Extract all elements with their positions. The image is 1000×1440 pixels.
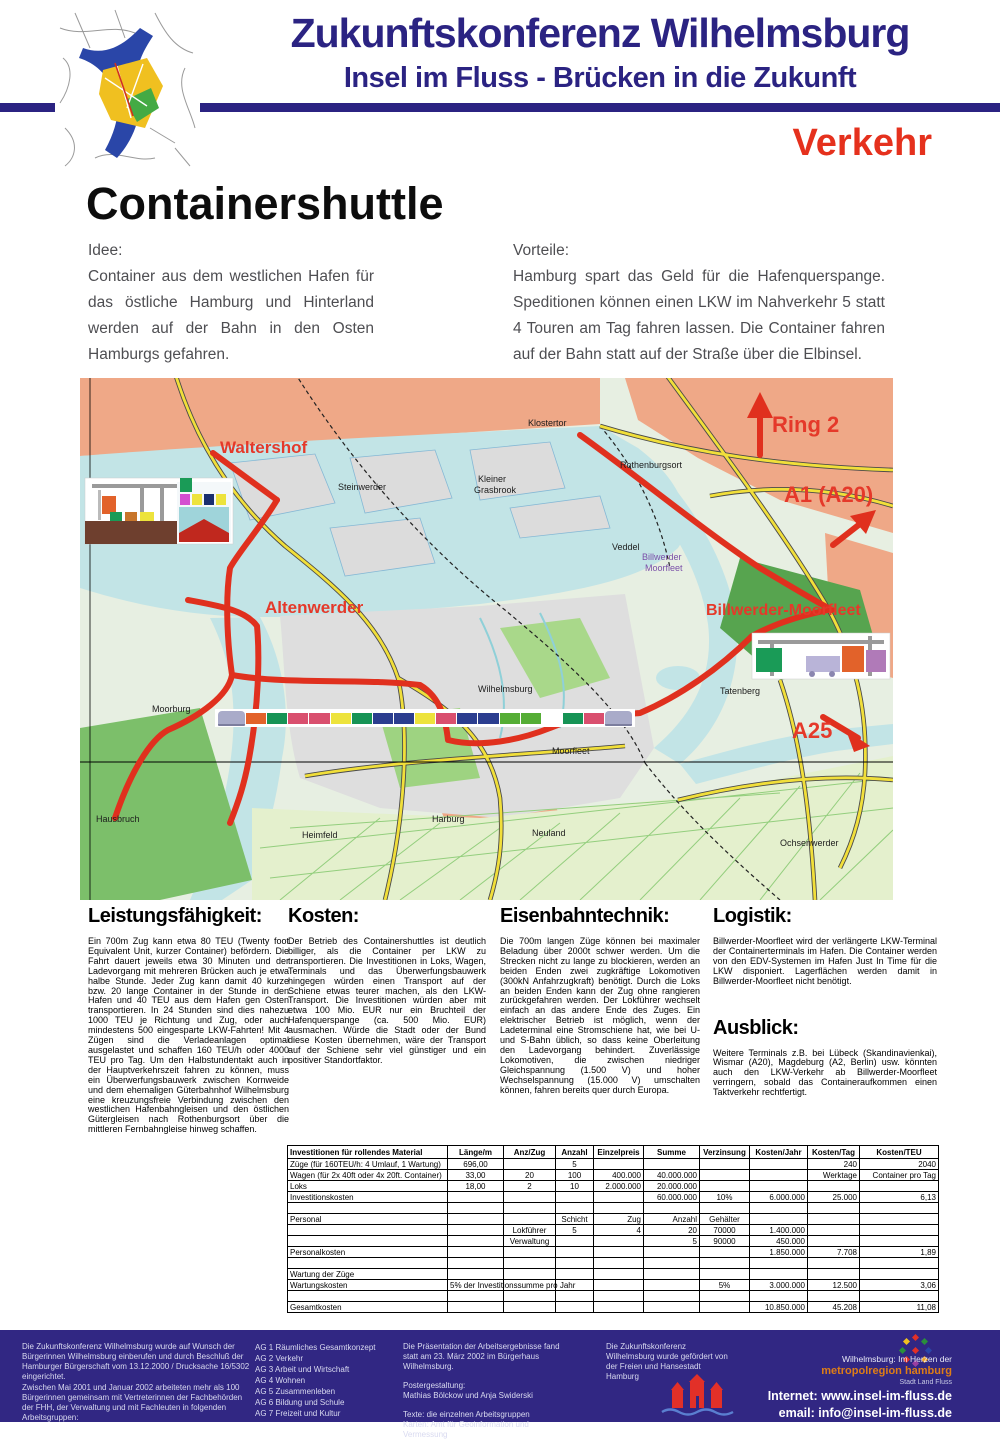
section-logistik-ausblick [713,905,937,1098]
container-wagon [331,713,351,724]
table-cell: Personal [288,1214,448,1225]
table-cell: 400.000 [594,1170,644,1181]
idee-block [88,238,374,368]
email-label: email: [778,1406,815,1420]
map-route-label: Altenwerder [265,598,364,617]
table-cell: 2040 [860,1159,939,1170]
map-place-label: Hausbruch [96,814,140,824]
table-cell [860,1269,939,1280]
table-cell [860,1181,939,1192]
footer-presentation: Die Präsentation der Arbeitsergebnisse fand statt am 23. März 2002 im Bürgerhaus Wilhelmsburg. [403,1342,560,1371]
vorteile-heading: Vorteile: [513,242,570,259]
map-place-label: Klostertor [528,418,567,428]
locomotive [218,711,245,726]
map-place-label: Billwerder [642,552,682,562]
map-place-label: Harburg [432,814,465,824]
table-cell: 2 [504,1181,556,1192]
footer-funding: Die Zukunftskonferenz Wilhelmsburg wurde gefördert von der Freien und Hansestadt Hamburg [606,1342,728,1381]
table-cell [594,1159,644,1170]
section-heading: Kosten: [288,905,359,927]
table-header-cell: Einzelpreis [594,1146,644,1159]
ag-list-item: AG 3 Arbeit und Wirtschaft [255,1365,350,1374]
table-cell [860,1291,939,1302]
table-cell [644,1159,700,1170]
table-cell [700,1203,750,1214]
container-wagon [500,713,520,724]
idee-heading: Idee: [88,242,123,259]
map-place-label: Neuland [532,828,566,838]
footer-karten: Karten: Amt für Geoinformation und Vermessung [403,1420,529,1439]
section-eisenbahntechnik [500,905,700,1096]
table-cell: Züge (für 160TEU/h: 4 Umlauf, 1 Wartung) [288,1159,448,1170]
table-cell [750,1159,808,1170]
map-route-label: Billwerder-Moorfleet [706,602,861,619]
map-place-label: Wilhelmsburg [478,684,533,694]
table-cell: 1.400.000 [750,1225,808,1236]
table-cell: 5% [700,1280,750,1291]
container-wagon [478,713,498,724]
table-cell: 5 [556,1159,594,1170]
ag-list-item: AG 5 Zusammenleben [255,1387,336,1396]
table-cell [556,1258,594,1269]
table-cell: Personalkosten [288,1247,448,1258]
table-cell: Gehälter [700,1214,750,1225]
footer-poster-names: Mathias Bölckow und Anja Swiderski [403,1391,533,1400]
table-cell [594,1247,644,1258]
table-cell: 60.000.000 [644,1192,700,1203]
section-heading: Logistik: [713,905,792,927]
table-cell [594,1280,644,1291]
idee-text: Container aus dem westlichen Hafen für das östliche Hamburg und Hinterland werden auf der Bahn in den Osten Hamburgs gefahren. [88,268,374,363]
table-cell: Verwaltung [504,1236,556,1247]
map-route-label: A25 [792,718,833,743]
container-wagon [457,713,477,724]
table-cell [700,1181,750,1192]
table-cell [594,1192,644,1203]
table-cell: Werktage [808,1170,860,1181]
container-wagon [542,713,562,724]
footer [0,1330,1000,1439]
wilhelmsburg-map-logo [55,8,200,170]
table-row [288,1170,939,1181]
container-wagon [352,713,372,724]
table-cell: Gesamtkosten [288,1302,448,1313]
table-cell [556,1302,594,1313]
cost-table-body [288,1159,939,1313]
vorteile-block [513,238,885,368]
map-place-label: Moorburg [152,704,191,714]
map-route-label: Ring 2 [772,412,840,437]
table-cell [504,1269,556,1280]
table-cell [750,1269,808,1280]
table-cell: 100 [556,1170,594,1181]
table-cell: 240 [808,1159,860,1170]
table-cell [448,1225,504,1236]
footer-about-text1: Die Zukunftskonferenz Wilhelmsburg wurde auf Wunsch der Bürgerinnen Wilhelmsburg einberufen und durch Beschluß der Hamburger Bürgerschaft vom 13.12.2000 / Drucksache 16/5302 eingerichtet. [22,1342,250,1381]
table-cell [448,1302,504,1313]
container-wagon [309,713,329,724]
table-cell [808,1258,860,1269]
table-cell [556,1269,594,1280]
table-header-cell: Verzinsung [700,1146,750,1159]
table-row [288,1258,939,1269]
table-cell [448,1214,504,1225]
table-cell [288,1291,448,1302]
map-place-label: Ochsenwerder [780,838,839,848]
table-cell: 33,00 [448,1170,504,1181]
table-cell [556,1203,594,1214]
table-cell [288,1203,448,1214]
map-place-label: Kleiner [478,474,507,484]
map-label-layer [80,378,893,900]
internet-line [768,1389,952,1403]
table-cell [808,1236,860,1247]
table-cell: Schicht [556,1214,594,1225]
table-cell [448,1192,504,1203]
map-place-label: Moorfleet [645,563,683,573]
container-wagon [521,713,541,724]
table-cell: 5 [556,1225,594,1236]
table-cell [594,1302,644,1313]
table-cell: 7.708 [808,1247,860,1258]
table-cell [448,1258,504,1269]
table-cell [860,1203,939,1214]
table-cell: 12.500 [808,1280,860,1291]
table-cell [448,1247,504,1258]
table-cell [556,1247,594,1258]
table-header-cell: Anz/Zug [504,1146,556,1159]
table-cell: Container pro Tag [860,1170,939,1181]
table-cell [808,1214,860,1225]
hamburg-castle-logo [660,1374,736,1420]
internet-link[interactable]: www.insel-im-fluss.de [821,1389,952,1403]
table-cell [700,1291,750,1302]
section-leistungsfaehigkeit [88,905,289,1135]
table-cell: 70000 [700,1225,750,1236]
table-cell [594,1269,644,1280]
footer-about-text2: Zwischen Mai 2001 und Januar 2002 arbeiteten mehr als 100 Bürgerinnen gemeinsam mit Vertreterinnen der Fachbehörden der FHH, der Verwaltung und mit Fachleuten in folgenden Arbeitsgruppen: [22,1383,243,1422]
section-body: Der Betrieb des Containershuttles ist deutlich billiger, als die Container per LKW zu transportieren. Die Investitionen in Loks, Wagen, Terminals und das Überwerfungsbauwerk hingegen würden einen Transport auf der Schiene etwas teurer machen, als den LKW-Transport. Die Investitionen würden aber mit etwa 100 Mio. EUR nur ein Bruchteil der Hafenquerspange (ca. 500 Mio. EUR) ausmachen. Würde die Stadt oder der Bund diese Kosten übernehmen, wäre der Transport auf der Schiene sehr viel günstiger und ein positiver Standortfaktor. [288,936,486,1065]
table-row [288,1203,939,1214]
table-cell [288,1258,448,1269]
map-place-label: Moorfleet [552,746,590,756]
table-cell [556,1236,594,1247]
table-cell [644,1269,700,1280]
table-cell [448,1236,504,1247]
ag-list-item: AG 2 Verkehr [255,1354,304,1363]
internet-label: Internet: [767,1389,818,1403]
footer-tagline1: Wilhelmsburg: Im Herzen der [841,1354,952,1364]
container-wagon [415,713,435,724]
table-cell [504,1247,556,1258]
table-cell: Wagen (für 2x 40ft oder 4x 20ft. Container) [288,1170,448,1181]
table-row [288,1225,939,1236]
table-row [288,1159,939,1170]
table-row [288,1269,939,1280]
table-cell [644,1258,700,1269]
table-cell [750,1181,808,1192]
table-header-cell: Kosten/TEU [860,1146,939,1159]
table-cell: 4 [594,1225,644,1236]
table-cell [808,1269,860,1280]
table-cell [504,1192,556,1203]
ag-list-item: AG 7 Freizeit und Kultur [255,1409,341,1418]
table-cell [594,1203,644,1214]
table-cell: 450.000 [750,1236,808,1247]
container-wagon [267,713,287,724]
table-cell [860,1258,939,1269]
table-cell: 3,06 [860,1280,939,1291]
container-wagon [584,713,604,724]
section-body: Die 700m langen Züge können bei maximaler Beladung über 2000t schwer werden. Um die Strecken nicht zu lange zu blockieren, werden an beiden Enden zwei zugkräftige Lokomotiven (300kN Anfahrzugkraft) benötigt. Durch die Loks an beiden Enden kann der Zug ohne rangieren zurückgefahren werden. Der Lokführer wechselt einfach an das andere Ende des Zuges. Ein elektrischer Betrieb ist möglich, wenn der Ladeterminal eine Stromschiene hat, wie bei U- und S-Bahn üblich, so dass keine Oberleitung den Ladevorgang behindert. Zuverlässige Lokomotiven, die zwischen niedriger Gleichspannung (1.500 V) und hoher Wechselspannung (15.000 V) umschalten können, fahren bereits quer durch Europa. [500,936,700,1095]
table-cell: Lokführer [504,1225,556,1236]
table-cell [750,1258,808,1269]
section-logistik [713,905,937,987]
table-cell [700,1159,750,1170]
table-cell: Zug [594,1214,644,1225]
section-heading: Ausblick: [713,1016,799,1039]
table-cell [448,1269,504,1280]
table-cell: 45.208 [808,1302,860,1313]
section-body: Ein 700m Zug kann etwa 80 TEU (Twenty foot Equivalent Unit, kurzer Container) befördern. Die Fahrt dauert jeweils etwa 30 Minuten und der Ladevorgang mit mehreren Brücken auch je etwa halbe Stunde. Jeder Zug kann damit 40 kurze bzw. 20 lange Container in der Stunde in den Hafen und 40 TEU aus dem Hafen gen Osten transportieren. In 24 Stunden sind dies nahezu 1000 TEU je Richtung und Zug, oder auch mindestens 500 eingesparte LKW-Fahrten! Mit 4 Zügen sind die Verladeanlagen optimal ausgelastet und schaffen 160 TEU/h oder 4000 TEU pro Tag. Um den Halbstundentakt auch in der Hauptverkehrszeit fahren zu können, muss ein Überwerfungsbauwerk zwischen Kornweide und dem ehemaligen Güterbahnhof Wilhelmsburg eine kreuzungsfreie Verbindung zwischen den westlichen Hafenbahngleisen und den östlichen Gütergleisen nach Rothenburgsort über die mittleren Fernbahngleise hinweg schaffen. [88,936,289,1135]
table-cell [750,1170,808,1181]
footer-texte: Texte: die einzelnen Arbeitsgruppen [403,1410,530,1419]
table-cell: 5% der Investitionssumme pro Jahr [448,1280,504,1291]
footer-contact [768,1354,952,1420]
section-ausblick [713,1017,937,1099]
table-cell: 5 [644,1236,700,1247]
container-wagon [246,713,266,724]
table-cell: 6.000.000 [750,1192,808,1203]
table-cell [750,1291,808,1302]
table-cell [556,1291,594,1302]
table-header-cell: Summe [644,1146,700,1159]
locomotive [605,711,632,726]
table-cell [750,1203,808,1214]
table-cell [504,1159,556,1170]
table-cell [644,1280,700,1291]
table-cell [448,1203,504,1214]
table-cell [860,1214,939,1225]
table-header-cell: Kosten/Tag [808,1146,860,1159]
map-place-label: Steinwerder [338,482,387,492]
ag-list-item: AG 6 Bildung und Schule [255,1398,345,1407]
table-cell: 20 [644,1225,700,1236]
email-link[interactable]: info@insel-im-fluss.de [818,1406,952,1420]
table-cell: 10 [556,1181,594,1192]
table-cell [750,1214,808,1225]
table-cell: Anzahl [644,1214,700,1225]
table-cell [504,1258,556,1269]
ag-list [255,1342,400,1419]
section-body: Weitere Terminals z.B. bei Lübeck (Skandinavienkai), Wismar (A20), Magdeburg (A2, Berlin) usw. könnten auch den LKW-Verkehr ab Billwerder-Moorfleet verringern, sobald das Containeraufkommen einen Taktverkehr rechtfertigt. [713,1047,937,1098]
table-cell: Loks [288,1181,448,1192]
map-route-label: A1 (A20) [784,482,874,507]
category-label: Verkehr [792,122,932,164]
map-place-label: Veddel [612,542,640,552]
map-place-label: Grasbrook [474,485,517,495]
poster-title: Zukunftskonferenz Wilhelmsburg [290,10,910,56]
table-cell [504,1214,556,1225]
ag-list-item: AG 1 Räumliches Gesamtkonzept [255,1343,376,1352]
map-route-label: Waltershof [220,438,308,457]
ag-list-item: AG 4 Wohnen [255,1376,306,1385]
train-strip [215,709,635,727]
container-wagon [394,713,414,724]
table-cell [808,1181,860,1192]
table-cell [808,1203,860,1214]
footer-tagline3: Stadt Land Fluss [899,1379,952,1386]
container-wagon [436,713,456,724]
table-cell [594,1236,644,1247]
table-row [288,1214,939,1225]
table-header-cell: Länge/m [448,1146,504,1159]
table-cell [504,1291,556,1302]
table-cell [594,1291,644,1302]
footer-ag-list [255,1342,400,1419]
page-title: Containershuttle [86,178,444,229]
table-header-cell: Investitionen für rollendes Material [288,1146,448,1159]
table-row [288,1181,939,1192]
map-place-label: Heimfeld [302,830,338,840]
container-wagon [563,713,583,724]
table-cell [860,1236,939,1247]
table-cell [644,1302,700,1313]
table-cell: 10% [700,1192,750,1203]
cost-table-head [288,1146,939,1159]
table-cell: 10.850.000 [750,1302,808,1313]
vorteile-text: Hamburg spart das Geld für die Hafenquerspange. Speditionen können einen LKW im Nahverkehr 5 statt 4 Touren am Tag fahren lassen. Die Container fahren auf der Bahn statt auf der Straße über die Elbinsel. [513,268,885,363]
table-row [288,1192,939,1203]
table-cell: 40.000.000 [644,1170,700,1181]
footer-about [22,1342,250,1423]
table-cell: 2.000.000 [594,1181,644,1192]
poster-subtitle: Insel im Fluss - Brücken in die Zukunft [343,62,857,94]
table-cell [644,1203,700,1214]
section-body: Billwerder-Moorfleet wird der verlängerte LKW-Terminal der Containerterminals im Hafen. Die Container werden von den EDV-Systemen im Hafen Just In Time für die LKW disponiert. Lagerflächen werden damit in Billwerder-Moorfleet nicht benötigt. [713,936,937,986]
section-heading: Leistungsfähigkeit: [88,905,262,927]
table-cell: 11,08 [860,1302,939,1313]
table-cell: 1,89 [860,1247,939,1258]
table-row [288,1280,939,1291]
table-cell [644,1247,700,1258]
table-cell [644,1291,700,1302]
container-wagon [373,713,393,724]
email-line [768,1406,952,1420]
map-place-label: Rothenburgsort [620,460,683,470]
footer-poster-label: Postergestaltung: [403,1381,466,1390]
table-cell [700,1302,750,1313]
table-cell: Wartungskosten [288,1280,448,1291]
table-cell: 696,00 [448,1159,504,1170]
table-row [288,1247,939,1258]
section-heading: Eisenbahntechnik: [500,905,670,927]
table-cell [808,1225,860,1236]
cost-table [287,1145,939,1313]
table-cell [504,1302,556,1313]
map-place-label: Tatenberg [720,686,761,696]
table-row [288,1236,939,1247]
table-cell: 20.000.000 [644,1181,700,1192]
table-cell [594,1258,644,1269]
table-cell: 25.000 [808,1192,860,1203]
table-cell [448,1291,504,1302]
table-cell: Wartung der Züge [288,1269,448,1280]
container-wagon [288,713,308,724]
table-row [288,1291,939,1302]
table-cell: 1.850.000 [750,1247,808,1258]
table-cell: 20 [504,1170,556,1181]
table-header-cell: Anzahl [556,1146,594,1159]
table-cell [808,1291,860,1302]
table-cell [504,1203,556,1214]
table-cell [700,1258,750,1269]
table-cell: 3.000.000 [750,1280,808,1291]
section-kosten [288,905,486,1066]
table-cell [700,1269,750,1280]
table-cell: 6,13 [860,1192,939,1203]
table-cell [700,1170,750,1181]
table-cell: Investitionskosten [288,1192,448,1203]
table-cell: 18,00 [448,1181,504,1192]
table-cell [860,1225,939,1236]
footer-tagline2: metropolregion hamburg [821,1365,952,1377]
table-cell [700,1247,750,1258]
table-cell: 90000 [700,1236,750,1247]
table-cell [556,1192,594,1203]
harbor-map [80,378,893,900]
footer-credits [403,1342,573,1440]
table-cell [288,1225,448,1236]
table-header-cell: Kosten/Jahr [750,1146,808,1159]
table-cell [288,1236,448,1247]
table-row [288,1302,939,1313]
